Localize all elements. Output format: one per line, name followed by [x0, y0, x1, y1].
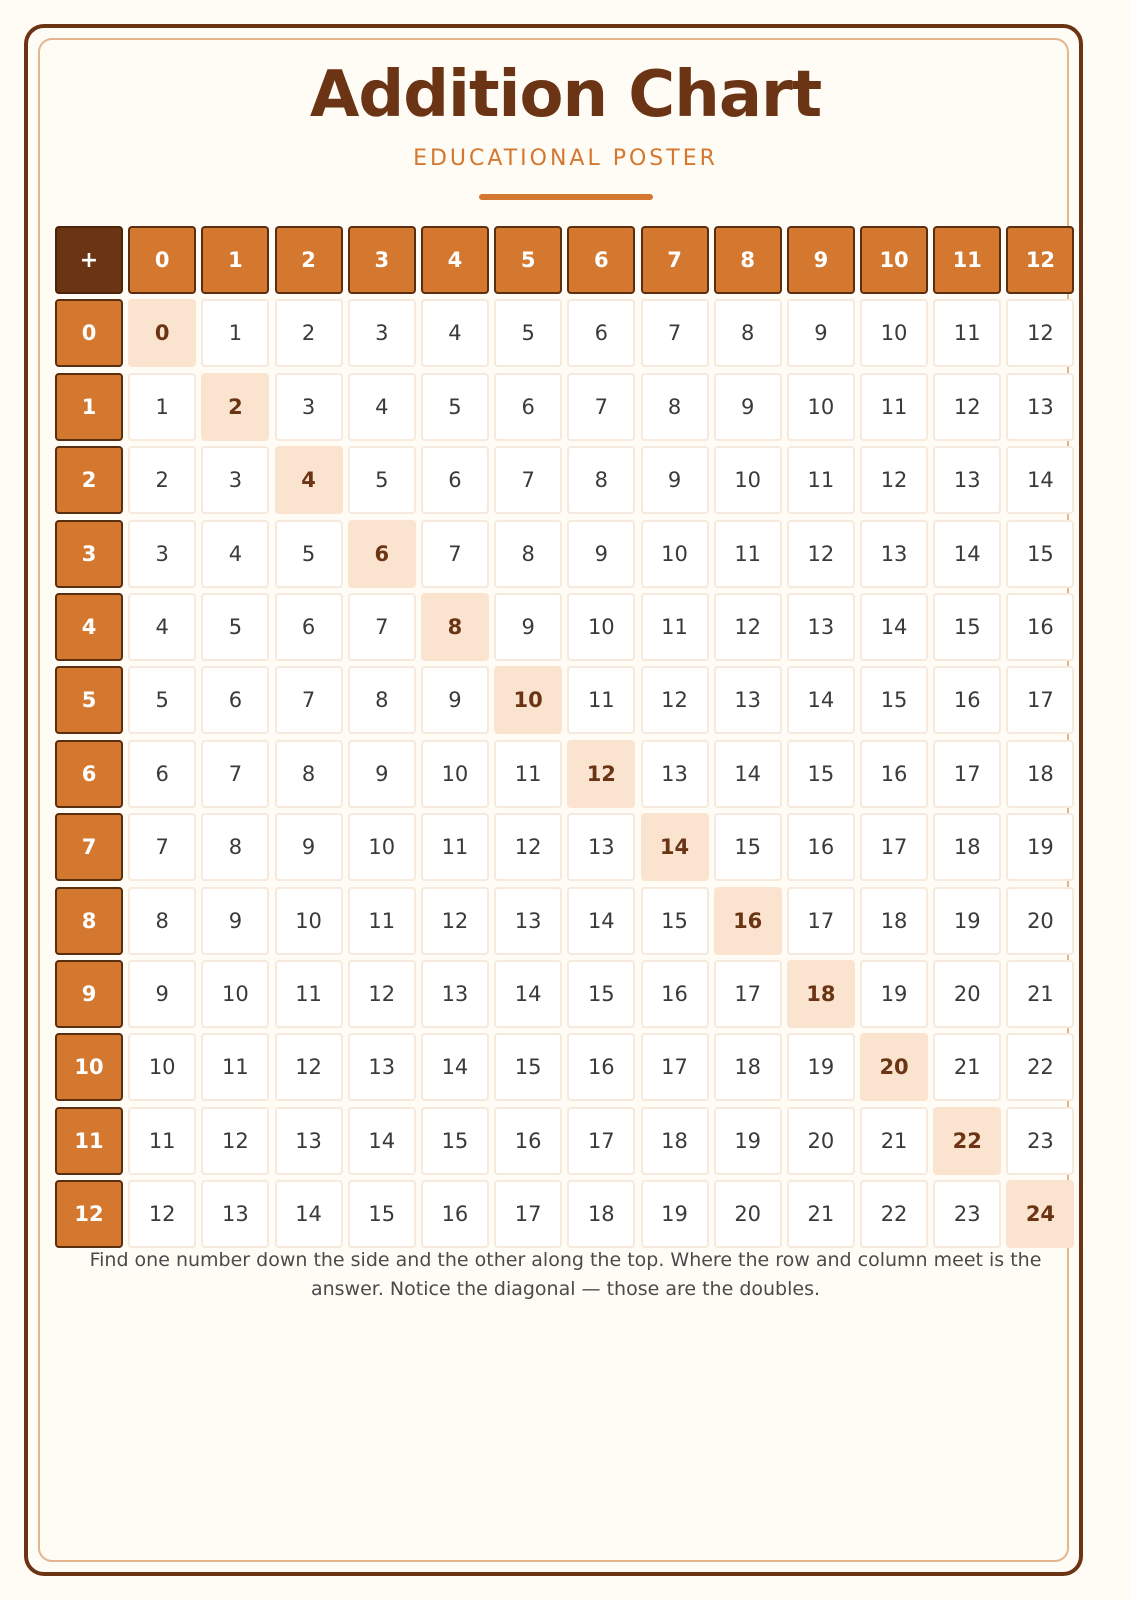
sum-cell: 20	[787, 1107, 855, 1175]
sum-cell: 10	[567, 593, 635, 661]
double-sum-cell: 22	[933, 1107, 1001, 1175]
sum-cell: 11	[787, 446, 855, 514]
row-header-11: 11	[55, 1107, 123, 1175]
sum-cell: 9	[128, 960, 196, 1028]
sum-cell: 6	[128, 740, 196, 808]
sum-cell: 15	[787, 740, 855, 808]
sum-cell: 15	[421, 1107, 489, 1175]
poster-title: Addition Chart	[309, 58, 822, 132]
sum-cell: 14	[787, 666, 855, 734]
sum-cell: 9	[641, 446, 709, 514]
sum-cell: 3	[201, 446, 269, 514]
sum-cell: 12	[494, 813, 562, 881]
column-header-8: 8	[714, 226, 782, 294]
sum-cell: 5	[128, 666, 196, 734]
sum-cell: 5	[494, 299, 562, 367]
sum-cell: 5	[201, 593, 269, 661]
sum-cell: 19	[641, 1180, 709, 1248]
sum-cell: 16	[933, 666, 1001, 734]
sum-cell: 11	[494, 740, 562, 808]
sum-cell: 15	[1006, 520, 1074, 588]
sum-cell: 6	[201, 666, 269, 734]
sum-cell: 14	[860, 593, 928, 661]
sum-cell: 7	[494, 446, 562, 514]
sum-cell: 9	[567, 520, 635, 588]
sum-cell: 20	[1006, 887, 1074, 955]
double-sum-cell: 2	[201, 373, 269, 441]
sum-cell: 12	[348, 960, 416, 1028]
sum-cell: 13	[275, 1107, 343, 1175]
double-sum-cell: 4	[275, 446, 343, 514]
double-sum-cell: 6	[348, 520, 416, 588]
sum-cell: 2	[128, 446, 196, 514]
column-header-4: 4	[421, 226, 489, 294]
sum-cell: 11	[421, 813, 489, 881]
title-underline	[479, 194, 653, 200]
sum-cell: 21	[787, 1180, 855, 1248]
sum-cell: 16	[787, 813, 855, 881]
double-sum-cell: 12	[567, 740, 635, 808]
row-header-2: 2	[55, 446, 123, 514]
sum-cell: 15	[641, 887, 709, 955]
sum-cell: 4	[348, 373, 416, 441]
sum-cell: 20	[933, 960, 1001, 1028]
sum-cell: 16	[641, 960, 709, 1028]
sum-cell: 12	[787, 520, 855, 588]
sum-cell: 19	[860, 960, 928, 1028]
row-header-4: 4	[55, 593, 123, 661]
sum-cell: 13	[933, 446, 1001, 514]
row-header-7: 7	[55, 813, 123, 881]
sum-cell: 15	[860, 666, 928, 734]
sum-cell: 15	[714, 813, 782, 881]
sum-cell: 11	[641, 593, 709, 661]
sum-cell: 10	[201, 960, 269, 1028]
sum-cell: 6	[494, 373, 562, 441]
sum-cell: 8	[128, 887, 196, 955]
sum-cell: 11	[567, 666, 635, 734]
sum-cell: 14	[714, 740, 782, 808]
sum-cell: 17	[787, 887, 855, 955]
sum-cell: 12	[714, 593, 782, 661]
sum-cell: 17	[714, 960, 782, 1028]
sum-cell: 14	[275, 1180, 343, 1248]
sum-cell: 10	[421, 740, 489, 808]
sum-cell: 18	[641, 1107, 709, 1175]
sum-cell: 11	[201, 1033, 269, 1101]
sum-cell: 21	[1006, 960, 1074, 1028]
row-header-1: 1	[55, 373, 123, 441]
sum-cell: 15	[494, 1033, 562, 1101]
sum-cell: 23	[933, 1180, 1001, 1248]
sum-cell: 13	[641, 740, 709, 808]
sum-cell: 9	[348, 740, 416, 808]
sum-cell: 12	[933, 373, 1001, 441]
sum-cell: 3	[348, 299, 416, 367]
sum-cell: 5	[348, 446, 416, 514]
sum-cell: 8	[201, 813, 269, 881]
sum-cell: 16	[421, 1180, 489, 1248]
sum-cell: 13	[348, 1033, 416, 1101]
sum-cell: 10	[275, 887, 343, 955]
sum-cell: 22	[860, 1180, 928, 1248]
sum-cell: 17	[641, 1033, 709, 1101]
sum-cell: 9	[201, 887, 269, 955]
sum-cell: 5	[421, 373, 489, 441]
sum-cell: 13	[787, 593, 855, 661]
column-header-7: 7	[641, 226, 709, 294]
sum-cell: 11	[933, 299, 1001, 367]
sum-cell: 7	[275, 666, 343, 734]
sum-cell: 13	[494, 887, 562, 955]
sum-cell: 6	[275, 593, 343, 661]
row-header-12: 12	[55, 1180, 123, 1248]
sum-cell: 14	[494, 960, 562, 1028]
sum-cell: 18	[567, 1180, 635, 1248]
double-sum-cell: 20	[860, 1033, 928, 1101]
sum-cell: 7	[421, 520, 489, 588]
row-header-0: 0	[55, 299, 123, 367]
sum-cell: 16	[494, 1107, 562, 1175]
sum-cell: 10	[348, 813, 416, 881]
sum-cell: 3	[275, 373, 343, 441]
row-header-5: 5	[55, 666, 123, 734]
row-header-3: 3	[55, 520, 123, 588]
column-header-6: 6	[567, 226, 635, 294]
sum-cell: 13	[860, 520, 928, 588]
sum-cell: 15	[567, 960, 635, 1028]
sum-cell: 13	[714, 666, 782, 734]
sum-cell: 9	[421, 666, 489, 734]
addition-table	[55, 226, 1074, 1248]
sum-cell: 21	[860, 1107, 928, 1175]
sum-cell: 12	[201, 1107, 269, 1175]
sum-cell: 11	[860, 373, 928, 441]
double-sum-cell: 8	[421, 593, 489, 661]
sum-cell: 5	[275, 520, 343, 588]
sum-cell: 12	[275, 1033, 343, 1101]
sum-cell: 7	[128, 813, 196, 881]
double-sum-cell: 18	[787, 960, 855, 1028]
sum-cell: 4	[421, 299, 489, 367]
sum-cell: 17	[567, 1107, 635, 1175]
sum-cell: 9	[714, 373, 782, 441]
sum-cell: 12	[1006, 299, 1074, 367]
column-header-12: 12	[1006, 226, 1074, 294]
sum-cell: 13	[201, 1180, 269, 1248]
sum-cell: 8	[275, 740, 343, 808]
row-header-8: 8	[55, 887, 123, 955]
sum-cell: 8	[567, 446, 635, 514]
double-sum-cell: 24	[1006, 1180, 1074, 1248]
sum-cell: 19	[714, 1107, 782, 1175]
column-header-2: 2	[275, 226, 343, 294]
sum-cell: 11	[348, 887, 416, 955]
sum-cell: 13	[1006, 373, 1074, 441]
sum-cell: 15	[933, 593, 1001, 661]
sum-cell: 17	[1006, 666, 1074, 734]
sum-cell: 12	[128, 1180, 196, 1248]
sum-cell: 17	[933, 740, 1001, 808]
sum-cell: 14	[567, 887, 635, 955]
column-header-1: 1	[201, 226, 269, 294]
sum-cell: 13	[421, 960, 489, 1028]
sum-cell: 10	[128, 1033, 196, 1101]
sum-cell: 10	[714, 446, 782, 514]
corner-plus-cell: +	[55, 226, 123, 294]
poster-subtitle: EDUCATIONAL POSTER	[413, 146, 718, 171]
column-header-5: 5	[494, 226, 562, 294]
sum-cell: 16	[1006, 593, 1074, 661]
sum-cell: 8	[494, 520, 562, 588]
double-sum-cell: 14	[641, 813, 709, 881]
sum-cell: 3	[128, 520, 196, 588]
sum-cell: 14	[1006, 446, 1074, 514]
double-sum-cell: 0	[128, 299, 196, 367]
sum-cell: 12	[421, 887, 489, 955]
sum-cell: 7	[348, 593, 416, 661]
sum-cell: 19	[933, 887, 1001, 955]
sum-cell: 10	[860, 299, 928, 367]
sum-cell: 11	[128, 1107, 196, 1175]
double-sum-cell: 10	[494, 666, 562, 734]
sum-cell: 7	[567, 373, 635, 441]
sum-cell: 8	[641, 373, 709, 441]
column-header-11: 11	[933, 226, 1001, 294]
column-header-10: 10	[860, 226, 928, 294]
instructions-text: Find one number down the side and the other along the top. Where the row and column meet is the answer. Notice the diagonal — those are the doubles.	[89, 1249, 1042, 1300]
row-header-10: 10	[55, 1033, 123, 1101]
sum-cell: 9	[787, 299, 855, 367]
sum-cell: 4	[128, 593, 196, 661]
sum-cell: 8	[714, 299, 782, 367]
sum-cell: 12	[860, 446, 928, 514]
double-sum-cell: 16	[714, 887, 782, 955]
sum-cell: 9	[275, 813, 343, 881]
sum-cell: 12	[641, 666, 709, 734]
sum-cell: 14	[421, 1033, 489, 1101]
sum-cell: 6	[567, 299, 635, 367]
sum-cell: 18	[714, 1033, 782, 1101]
column-header-0: 0	[128, 226, 196, 294]
sum-cell: 10	[787, 373, 855, 441]
sum-cell: 19	[787, 1033, 855, 1101]
sum-cell: 23	[1006, 1107, 1074, 1175]
sum-cell: 18	[1006, 740, 1074, 808]
sum-cell: 17	[494, 1180, 562, 1248]
column-header-9: 9	[787, 226, 855, 294]
sum-cell: 6	[421, 446, 489, 514]
sum-cell: 22	[1006, 1033, 1074, 1101]
sum-cell: 14	[933, 520, 1001, 588]
sum-cell: 7	[201, 740, 269, 808]
sum-cell: 16	[860, 740, 928, 808]
sum-cell: 11	[714, 520, 782, 588]
sum-cell: 1	[128, 373, 196, 441]
sum-cell: 19	[1006, 813, 1074, 881]
sum-cell: 1	[201, 299, 269, 367]
sum-cell: 9	[494, 593, 562, 661]
sum-cell: 20	[714, 1180, 782, 1248]
sum-cell: 18	[860, 887, 928, 955]
sum-cell: 2	[275, 299, 343, 367]
row-header-9: 9	[55, 960, 123, 1028]
row-header-6: 6	[55, 740, 123, 808]
sum-cell: 10	[641, 520, 709, 588]
sum-cell: 4	[201, 520, 269, 588]
sum-cell: 16	[567, 1033, 635, 1101]
sum-cell: 11	[275, 960, 343, 1028]
column-header-3: 3	[348, 226, 416, 294]
sum-cell: 21	[933, 1033, 1001, 1101]
sum-cell: 15	[348, 1180, 416, 1248]
sum-cell: 18	[933, 813, 1001, 881]
sum-cell: 17	[860, 813, 928, 881]
sum-cell: 8	[348, 666, 416, 734]
sum-cell: 7	[641, 299, 709, 367]
sum-cell: 14	[348, 1107, 416, 1175]
sum-cell: 13	[567, 813, 635, 881]
